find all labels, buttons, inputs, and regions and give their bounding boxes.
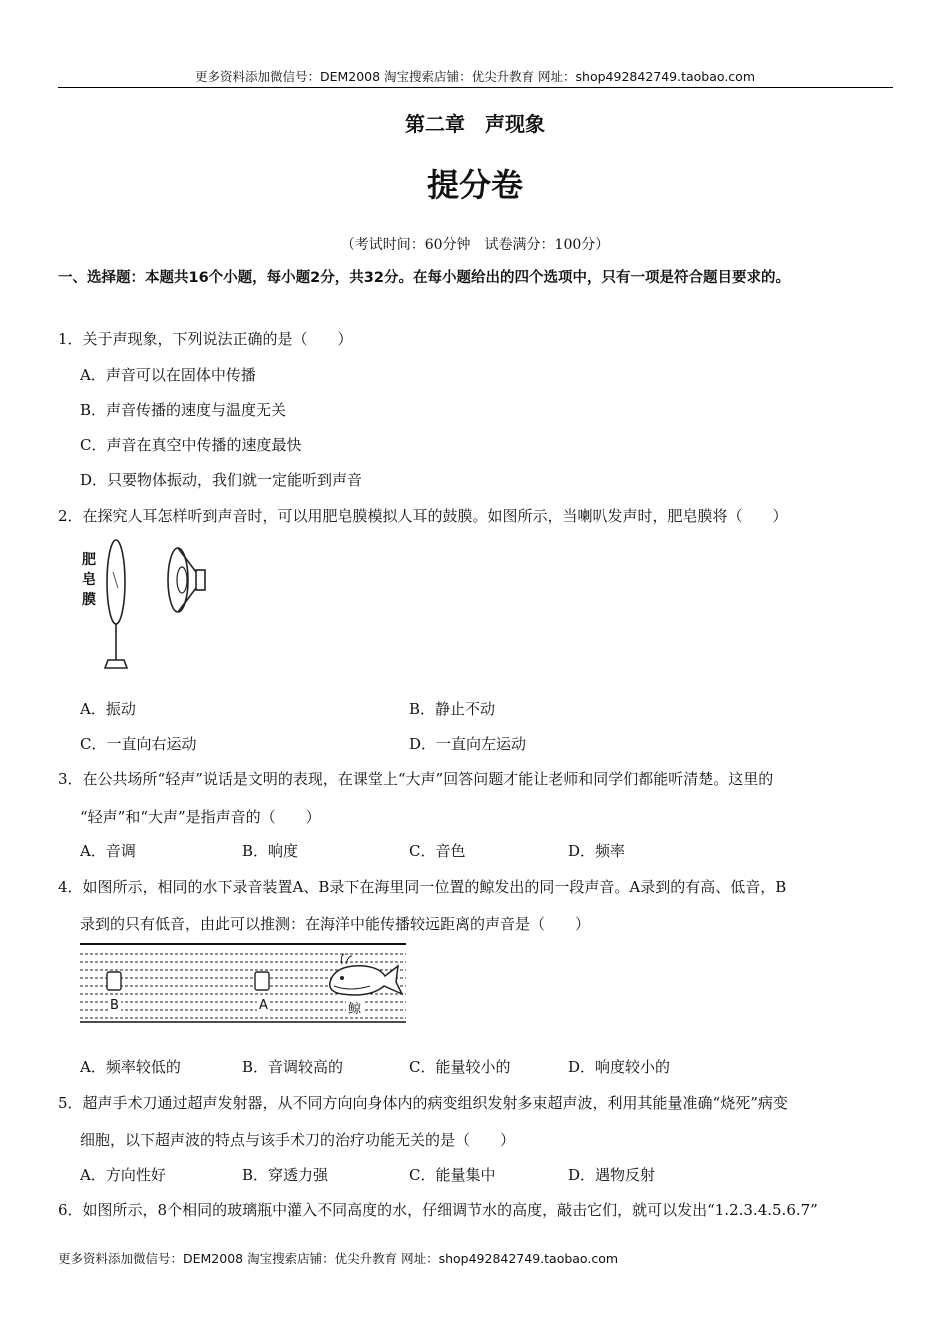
page-header: 更多资料添加微信号：DEM2008 淘宝搜索店铺：优尖升教育 网址：shop492842749.taobao.com [194,69,756,84]
q5-option-b: B．穿透力强 [242,1166,329,1184]
q2-option-b: B．静止不动 [409,700,496,718]
q4-option-a: A．频率较低的 [80,1058,181,1076]
chapter-title: 第二章 声现象 [405,112,545,136]
page-footer: 更多资料添加微信号：DEM2008 淘宝搜索店铺：优尖升教育 网址：shop492842749.taobao.com [58,1251,619,1266]
q1-option-b: B．声音传播的速度与温度无关 [80,401,287,419]
q4-stem-line1: 4．如图所示，相同的水下录音装置A、B录下在海里同一位置的鲸发出的同一段声音。A录到的有高、低音，B [58,878,787,896]
q5-stem-line2: 细胞，以下超声波的特点与该手术刀的治疗功能无关的是（ ） [80,1131,516,1149]
q3-option-d: D．频率 [568,842,626,860]
q3-option-c: C．音色 [409,842,466,860]
q5-option-a: A．方向性好 [80,1166,166,1184]
q2-figure [78,536,218,672]
q2-option-c: C．一直向右运动 [80,735,197,753]
q4-stem-line2: 录到的只有低音，由此可以推测：在海洋中能传播较远距离的声音是（ ） [80,915,591,933]
paper-title: 提分卷 [426,166,523,204]
q1-option-d: D．只要物体振动，我们就一定能听到声音 [80,471,363,489]
q5-stem-line1: 5．超声手术刀通过超声发射器，从不同方向向身体内的病变组织发射多束超声波，利用其能量准确“烧死”病变 [58,1094,788,1112]
whale-label: 鲸 [346,998,363,1017]
q5-option-c: C．能量集中 [409,1166,496,1184]
recorder-a-label: A [259,998,268,1013]
q2-option-d: D．一直向左运动 [409,735,527,753]
recorder-b-label: B [110,998,119,1013]
q4-option-b: B．音调较高的 [242,1058,344,1076]
q3-stem-line1: 3．在公共场所“轻声”说话是文明的表现，在课堂上“大声”回答问题才能让老师和同学们都能听清楚。这里的 [58,770,774,788]
exam-info: （考试时间：60分钟 试卷满分：100分） [340,237,610,253]
soap-film-label: 肥皂膜 [82,552,96,608]
q2-stem: 2．在探究人耳怎样听到声音时，可以用肥皂膜模拟人耳的鼓膜。如图所示，当喇叭发声时，肥皂膜将（ ） [58,507,788,525]
q1-option-c: C．声音在真空中传播的速度最快 [80,436,302,454]
q4-option-d: D．响度较小的 [568,1058,671,1076]
section-heading: 一、选择题：本题共16个小题，每小题2分，共32分。在每小题给出的四个选项中，只有一项是符合题目要求的。 [58,270,790,286]
q1-stem: 1．关于声现象，下列说法正确的是（ ） [58,330,353,348]
q5-option-d: D．遇物反射 [568,1166,656,1184]
soap-film-speaker-diagram [78,536,218,672]
q6-stem-line1: 6．如图所示，8个相同的玻璃瓶中灌入不同高度的水，仔细调节水的高度，敲击它们，就可以发出“1.2.3.4.5.6.7” [58,1201,818,1219]
q3-stem-line2: “轻声”和“大声”是指声音的（ ） [80,808,321,826]
q3-option-a: A．音调 [80,842,136,860]
q3-option-b: B．响度 [242,842,299,860]
q4-option-c: C．能量较小的 [409,1058,511,1076]
q1-option-a: A．声音可以在固体中传播 [80,366,256,384]
header-divider [58,87,893,88]
q4-ocean-figure [80,942,406,1024]
q2-option-a: A．振动 [80,700,136,718]
